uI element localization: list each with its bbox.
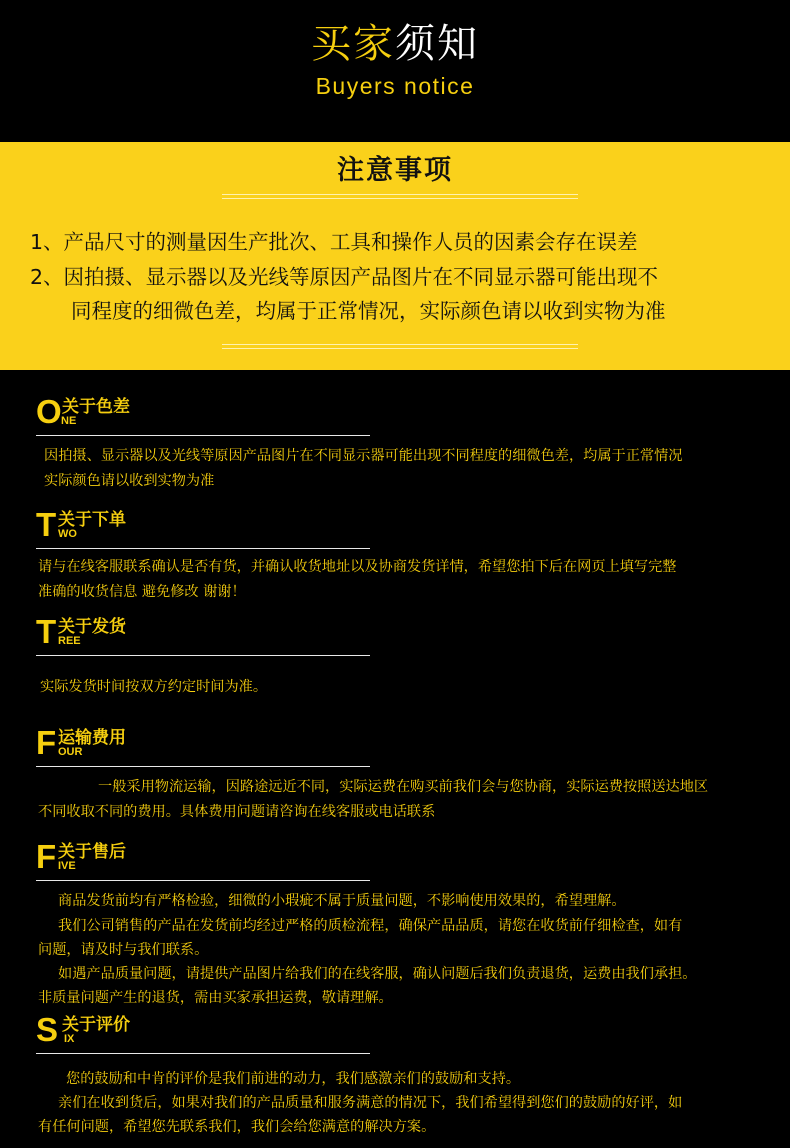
notice-banner — [0, 142, 790, 370]
section-title: 关于下单 — [58, 510, 126, 530]
banner-divider-top — [222, 194, 578, 199]
section-text-line: 亲们在收到货后，如果对我们的产品质量和服务满意的情况下，我们希望得到您们的鼓励的好评，如 — [58, 1095, 683, 1111]
section-heading — [36, 395, 370, 436]
section-number: OUR — [58, 746, 83, 758]
section-heading — [36, 1013, 370, 1054]
section-heading — [36, 840, 370, 881]
section-title: 关于售后 — [58, 842, 126, 862]
section-text-line: 非质量问题产生的退货，需由买家承担运费，敬请理解。 — [38, 990, 393, 1006]
section-text-line: 有任何问题，希望您先联系我们，我们会给您满意的解决方案。 — [38, 1119, 436, 1135]
section-text-line: 如遇产品质量问题，请提供产品图片给我们的在线客服，确认问题后我们负责退货，运费由我们承担。 — [58, 966, 697, 982]
section-title: 关于发货 — [58, 617, 126, 637]
section-initial: T — [36, 506, 57, 543]
section-number: IX — [64, 1033, 75, 1045]
section-text-line: 准确的收货信息 避免修改 谢谢！ — [38, 584, 246, 600]
page-title — [0, 20, 790, 68]
notice-line-2: 2、因拍摄、显示器以及光线等原因产品图片在不同显示器可能出现不 — [30, 265, 659, 289]
section-heading — [36, 615, 370, 656]
page-subtitle: Buyers notice — [315, 73, 475, 99]
header — [0, 0, 790, 142]
notice-line-3: 同程度的细微色差，均属于正常情况，实际颜色请以收到实物为准 — [71, 299, 666, 323]
section-text-line: 问题，请及时与我们联系。 — [38, 942, 209, 958]
section-initial: S — [36, 1011, 59, 1048]
section-heading — [36, 726, 370, 767]
section-text-line: 实际发货时间按双方约定时间为准。 — [40, 679, 268, 695]
section-text-line: 因拍摄、显示器以及光线等原因产品图片在不同显示器可能出现不同程度的细微色差，均属于正常情况 — [44, 448, 683, 464]
section-text-line: 我们公司销售的产品在发货前均经过严格的质检流程，确保产品品质，请您在收货前仔细检查，如有 — [58, 918, 683, 934]
section-heading — [36, 508, 370, 549]
section-number: NE — [61, 415, 77, 427]
notice-line-1: 1、产品尺寸的测量因生产批次、工具和操作人员的因素会存在误差 — [30, 230, 638, 254]
section-title: 关于色差 — [62, 397, 130, 417]
section-number: WO — [58, 528, 77, 540]
section-initial: F — [36, 724, 57, 761]
section-title: 运输费用 — [58, 728, 126, 748]
section-initial: F — [36, 838, 57, 875]
section-title: 关于评价 — [62, 1015, 130, 1035]
section-text-line: 商品发货前均有严格检验，细微的小瑕疵不属于质量问题，不影响使用效果的，希望理解。 — [58, 893, 626, 909]
banner-divider-bottom — [222, 344, 578, 349]
section-number: REE — [58, 635, 81, 647]
section-text-line: 请与在线客服联系确认是否有货，并确认收货地址以及协商发货详情，希望您拍下后在网页上填写完整 — [38, 559, 677, 575]
title-part-1: 买家 — [311, 21, 395, 67]
section-text-line: 您的鼓励和中肯的评价是我们前进的动力，我们感激亲们的鼓励和支持。 — [66, 1071, 521, 1087]
section-text-line: 不同收取不同的费用。具体费用问题请咨询在线客服或电话联系 — [38, 804, 436, 820]
banner-title: 注意事项 — [337, 155, 453, 186]
section-text-line: 一般采用物流运输，因路途远近不同，实际运费在购买前我们会与您协商，实际运费按照送达地区 — [98, 779, 709, 795]
section-initial: O — [36, 393, 62, 430]
title-part-2: 须知 — [395, 21, 479, 67]
section-number: IVE — [58, 860, 76, 872]
section-text-line: 实际颜色请以收到实物为准 — [44, 473, 215, 489]
section-initial: T — [36, 613, 57, 650]
